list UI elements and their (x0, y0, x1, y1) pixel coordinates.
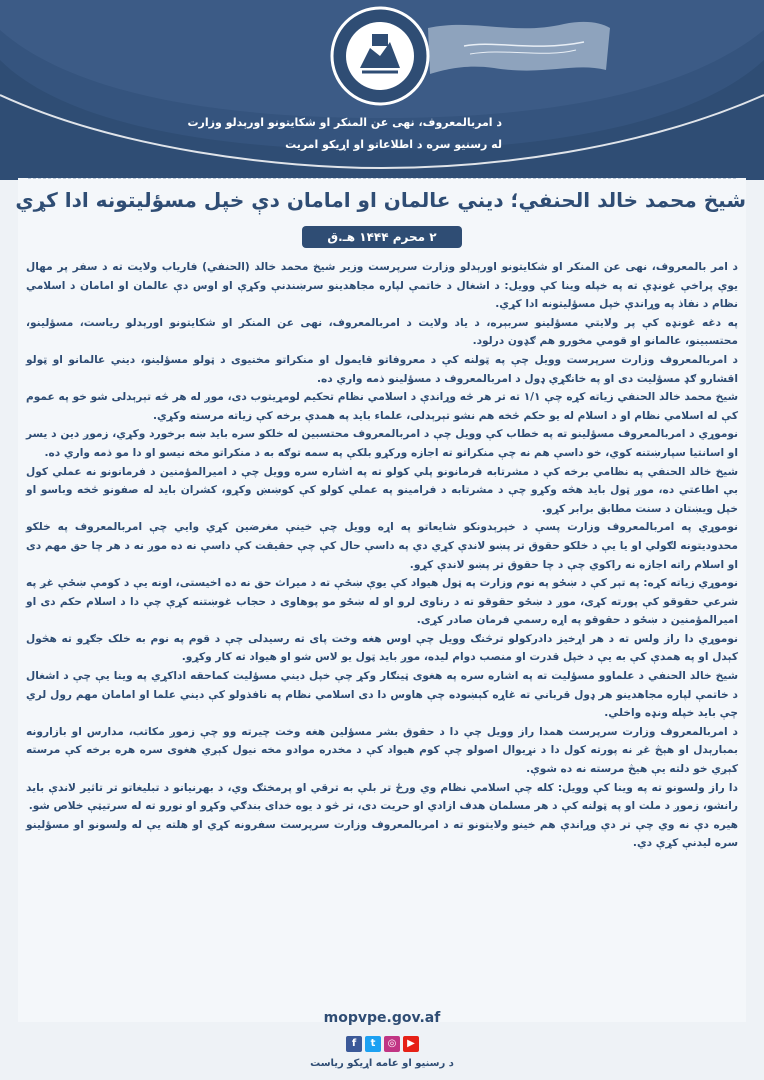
article-body (26, 258, 738, 853)
paragraph: شیخ خالد الحنفي د علماوو مسؤلیت ته په اشاره سره په هغوی ټینګار وکړ چې خپل دیني مسؤلیت کماحقه اداکړي په وینا یې چې د اشغال د خاتمې لپاره مجاهدینو هر ډول قرباني ته غاړه کېښوده چې هاوس دا دی اسلامي نظام په نافذولو کې دیني علما او امامان مهم رول لري چې باید خپله ونډه واخلي. (26, 670, 738, 720)
article-date-badge: ۲ محرم ۱۴۴۴ هـ.ق (302, 226, 462, 248)
article-title: شیخ محمد خالد الحنفي؛ دیني عالمان او امامان دې خپل مسؤلیتونه ادا کړي (15, 188, 746, 212)
social-icons (346, 1036, 419, 1054)
paragraph: د امربالمعروف وزارت سرپرست همدا راز وویل چې دا د حقوق بشر مسؤلین هغه وخت چیرته وو چې زموږ مکاتب، مدارس او بازارونه بمبارېدل او هېڅ غږ نه پورته کول دا د نړیوال اصولو چې کوم هیواد کې د مخدره موادو مخه نیول کېږي هغوی سره هره برخه کې مرسته کېږي خو دلته یې هیڅ مرسته نه ده شوې. (26, 725, 738, 776)
paragraph: هیره دې نه وي چې تر دې وړاندې هم خینو ولایتونو ته د امربالمعروف وزارت سرپرست سفرونه کړي او هلته یې له ولسونو او مسؤلینو سره لیدنې کړې دي. (26, 818, 738, 850)
paragraph: نوموړي دا راز ولس ته د هر اړخیز دادرکولو ترڅنګ وویل چې اوس هغه وخت پای ته رسیدلی چې د قوم په نوم به خلک جګړو ته هڅول کېدل او په همدې کې به یې د خپل قدرت او منصب دوام لیده، موږ باید ټول یو لاس شو او هیواد ته کار وکړو. (26, 632, 738, 664)
dashed-divider (28, 178, 736, 179)
paragraph: د امربالمعروف وزارت سرپرست وویل چې په ټولنه کې د معروفاتو قایمول او منکراتو مخنیوی د ټولو مسؤلینو، دیني عالمانو او ټولو اقشارو ګډ مسؤلیت دی او په خانګړي ډول د امربالمعروف د مسؤلینو ذمه واري ده. (26, 353, 738, 385)
paragraph: نوموړي په امربالمعروف وزارت پسې د خپرېدونکو شایعاتو په اړه وویل چې خینې مغرضین کړي وایي چې امربالمعروف په خلکو محدودیتونه لګولي او یا یې د خلکو حقوق تر پښو لاندې کړي دي په داسې حال کې چې حقیقت کې داسې نه ده موږ نه د هر چا حق مهم دی او اسلام راته اجازه نه راکوي چې د چا حقوق تر پښو لاندې کړو. (26, 521, 738, 571)
paragraph: د امر بالمعروف، نهی عن المنکر او شکایتونو اورېدلو وزارت سرپرست وزیر شیخ محمد خالد (الحنفي) فاریاب ولایت ته د سفر پر مهال یوې پراخې غونډې ته په خپله وینا کې وویل: د اشغال د خاتمې لپاره مجاهدینو سرښندنې وکړې او اوس دې عالمان او امامان د اسلامي نظام د نفاذ په وړاندې خپل مسؤلیتونه ادا کړي. (26, 261, 738, 311)
paragraph: په دغه غونډه کې پر ولایتي مسؤلینو سربېره، د یاد ولایت د امربالمعروف، نهی عن المنکر او شکایتونو اورېدلو ریاست، مسؤلینو، محتسبینو، عالمانو او قومي مخورو هم ګډون درلود. (26, 316, 738, 348)
paragraph: شیخ خالد الحنفي په نظامي برخه کې د مشرتابه فرمانونو پلي کولو ته په اشاره سره وویل چې د امیرالمؤمنین د فرمانونو نه عملي کول بې اطاعتي ده، موږ ټول باید هڅه وکړو چې د مشرتابه د فرامینو په عملي کولو کې کوښښ وکړو، کشران باید له صفونو څخه وباسو او خپل ویښتان د سنت مطابق برابر کړو. (26, 465, 738, 515)
header-banner (0, 0, 764, 180)
ministry-line-2: له رسنیو سره د اطلاعاتو او اړیکو امریت (285, 138, 502, 151)
website-link[interactable]: mopvpe.gov.af (323, 1010, 441, 1026)
instagram-icon[interactable]: ◎ (384, 1036, 400, 1052)
facebook-icon[interactable]: f (346, 1036, 362, 1052)
paragraph: دا راز ولسونو ته په وینا کې وویل: کله چې اسلامي نظام وي ورځ تر بلې به ترقي او پرمختګ وي، د بهرنیانو د تبلیغاتو تر تاثیر لاندې باید رانشو، زموږ د ملت او په ټولنه کې د هر مسلمان هدف ازادي او حریت دی، تر څو د یوه خدای بندګي وکړو او نورو ته له سرتیټې خلاص شو. (26, 781, 738, 813)
paragraph: شیخ محمد خالد الحنفي زیاته کړه چې ۱/۱ ته تر هر څه وړاندې د اسلامي نظام تحکیم لومړیتوب دی، موږ له هر څه تېرېدلی شو خو په عموم کې له اسلامي نظام او د اسلام له یو حکم څخه هم نشو تېرېدلی، علماء باید په همدې برخه کې زیاته مرسته وکړي. (26, 391, 739, 422)
footer-department: د رسنیو او عامه اړیکو ریاست (310, 1058, 454, 1069)
flag-icon (424, 18, 614, 76)
ministry-line-1: د امربالمعروف، نهی عن المنکر او شکایتونو اورېدلو وزارت (187, 116, 502, 129)
twitter-icon[interactable]: t (365, 1036, 381, 1052)
ministry-seal-logo (330, 6, 430, 106)
article-container (15, 178, 746, 1022)
ministry-name (187, 112, 502, 156)
paragraph: نوموړي د امربالمعروف مسؤلینو ته په خطاب کې وویل چې د امربالمعروف محتسبین له خلکو سره باید ښه برخورد وکړي، زموږ دین د یسر او اسانتیا سپارښتنه کوي، خو داسې هم نه چې منکراتو ته اجازه ورکړو بلکې په سمه توګه به د منکراتو مخه نیسو او دا مو ذمه واري ده. (26, 428, 738, 459)
paragraph: نوموړي زیاته کړه: په تېر کې د ښځو په نوم وزارت په ټول هیواد کې یوې ښځې ته د میراث حق نه ده اخیستی، اونه یې د کومې ښځې غږ په شرعي حقوقو کې پورته کړی، موږ د ښځو حقوقو ته د رناوی لرو او له ښځو مو پوهاوی د حجاب غوښتنه کړې چې دا د اسلام حکم دی او امیرالمؤمنین د ښځو د حقوقو په اړه رسمي فرمان صادر کړی. (26, 577, 738, 627)
youtube-icon[interactable]: ▶ (403, 1036, 419, 1052)
